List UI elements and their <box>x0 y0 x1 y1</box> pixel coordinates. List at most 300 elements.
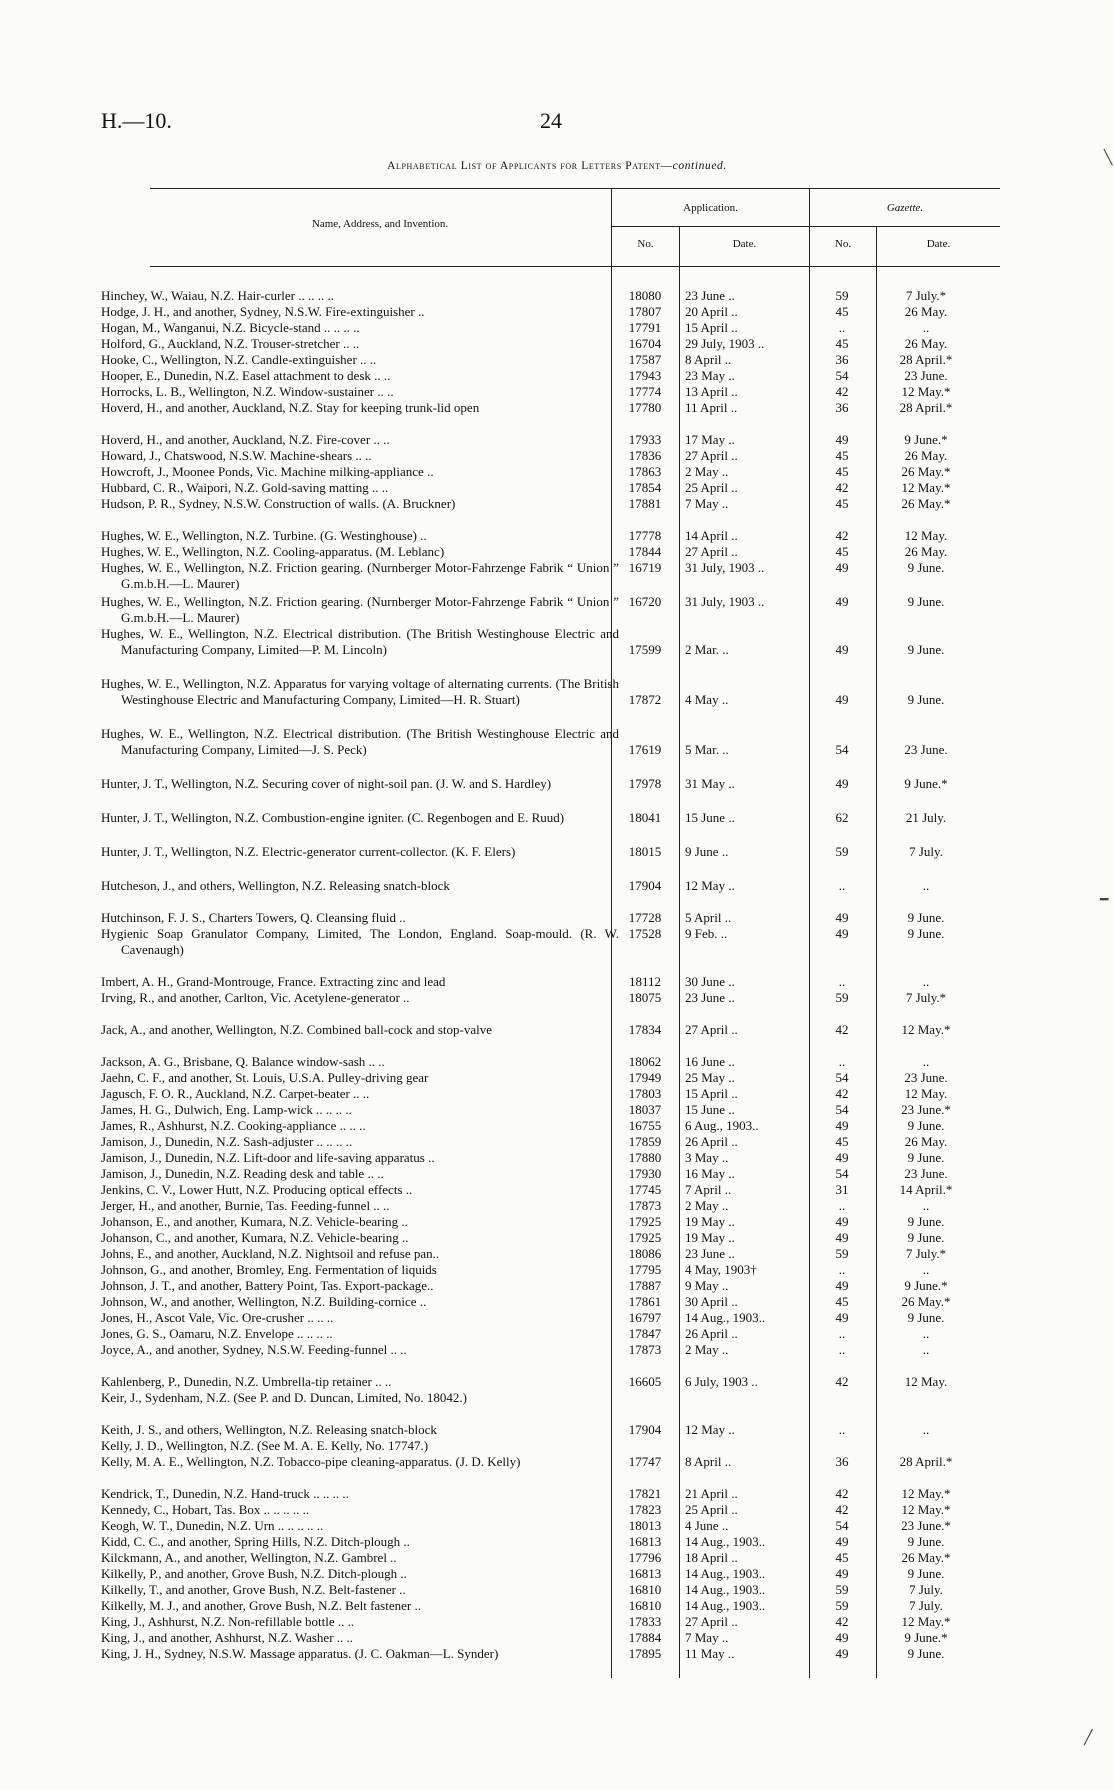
application-number: 17528 <box>628 926 662 941</box>
gazette-date: 28 April.* <box>899 352 953 367</box>
application-date: 31 July, 1903 .. <box>685 594 765 609</box>
gazette-date: 9 June. <box>907 560 945 575</box>
gazette-date: 9 June. <box>907 1150 945 1165</box>
gazette-number: 31 <box>835 1182 849 1197</box>
gazette-date: 26 May.* <box>901 496 951 511</box>
gazette-number: 45 <box>835 464 849 479</box>
gazette-date: 12 May.* <box>901 384 951 399</box>
applicant-name: Kilkelly, P., and another, Grove Bush, N.Z. Ditch-plough .. <box>101 1566 407 1581</box>
gazette-number: 42 <box>835 1502 849 1517</box>
column-header-app-no: No. <box>637 238 654 250</box>
applicant-name: Hygienic Soap Granulator Company, Limited, The London, England. Soap-mould. (R. W. Cavenaugh) <box>101 926 619 957</box>
gazette-number: 42 <box>835 384 849 399</box>
gazette-date: 7 July.* <box>905 990 947 1005</box>
gazette-date: 26 May. <box>904 544 948 559</box>
gazette-number: .. <box>838 320 846 335</box>
application-date: 25 April .. <box>685 480 738 495</box>
application-number: 17925 <box>628 1214 662 1229</box>
gazette-date: 28 April.* <box>899 1454 953 1469</box>
application-number: 18080 <box>628 288 662 303</box>
applicant-name: Joyce, A., and another, Sydney, N.S.W. Feeding-funnel .. .. <box>101 1342 407 1357</box>
applicant-name: Kennedy, C., Hobart, Tas. Box .. .. .. .. .. <box>101 1502 310 1517</box>
gazette-number: 49 <box>835 594 849 609</box>
application-number: 17863 <box>628 464 662 479</box>
applicant-name: Hooke, C., Wellington, N.Z. Candle-extinguisher .. .. <box>101 352 377 367</box>
applicant-name: Jagusch, F. O. R., Auckland, N.Z. Carpet-beater .. .. <box>101 1086 370 1101</box>
gazette-number: 54 <box>835 1518 849 1533</box>
gazette-number: .. <box>838 1054 846 1069</box>
gazette-date: 7 July. <box>909 1582 943 1597</box>
applicant-name: Hutcheson, J., and others, Wellington, N.Z. Releasing snatch-block <box>101 878 450 893</box>
application-date: 2 May .. <box>685 1198 729 1213</box>
application-date: 16 May .. <box>685 1166 735 1181</box>
gazette-date: 7 July. <box>909 844 943 859</box>
gazette-date: .. <box>922 974 930 989</box>
gazette-number: .. <box>838 1326 846 1341</box>
gazette-date: 23 June. <box>904 1166 948 1181</box>
application-date: 23 June .. <box>685 1246 735 1261</box>
applicant-name: Hooper, E., Dunedin, N.Z. Easel attachment to desk .. .. <box>101 368 391 383</box>
gazette-date: 9 June. <box>907 1646 945 1661</box>
applicant-name: Jamison, J., Dunedin, N.Z. Lift-door and life-saving apparatus .. <box>101 1150 435 1165</box>
application-date: 27 April .. <box>685 1614 738 1629</box>
gazette-number: 45 <box>835 1294 849 1309</box>
gazette-number: 49 <box>835 1310 849 1325</box>
application-number: 17854 <box>628 480 662 495</box>
gazette-number: 49 <box>835 926 849 941</box>
gazette-date: 9 June. <box>907 1534 945 1549</box>
application-number: 16810 <box>628 1598 662 1613</box>
applicant-name: Kelly, J. D., Wellington, N.Z. (See M. A. E. Kelly, No. 17747.) <box>101 1438 429 1453</box>
gazette-date: 28 April.* <box>899 400 953 415</box>
column-header-name: Name, Address, and Invention. <box>311 218 449 230</box>
gazette-number: 49 <box>835 432 849 447</box>
applicant-name: Kahlenberg, P., Dunedin, N.Z. Umbrella-tip retainer .. .. <box>101 1374 392 1389</box>
application-date: 26 April .. <box>685 1134 738 1149</box>
gazette-number: 45 <box>835 448 849 463</box>
application-date: 17 May .. <box>685 432 735 447</box>
gazette-number: .. <box>838 878 846 893</box>
application-date: 8 April .. <box>685 1454 732 1469</box>
gazette-number: 54 <box>835 368 849 383</box>
applicant-name: Jenkins, C. V., Lower Hutt, N.Z. Producing optical effects .. <box>101 1182 413 1197</box>
gazette-number: .. <box>838 1198 846 1213</box>
application-date: 27 April .. <box>685 1022 738 1037</box>
applicant-name: Johanson, E., and another, Kumara, N.Z. Vehicle-bearing .. <box>101 1214 408 1229</box>
gazette-date: .. <box>922 1326 930 1341</box>
application-date: 30 April .. <box>685 1294 738 1309</box>
application-number: 18112 <box>628 974 662 989</box>
edge-mark: ╱ <box>1084 1731 1093 1746</box>
application-date: 9 June .. <box>685 844 729 859</box>
gazette-number: 59 <box>835 990 849 1005</box>
gazette-number: 49 <box>835 776 849 791</box>
application-date: 19 May .. <box>685 1214 735 1229</box>
applicant-name: Hughes, W. E., Wellington, N.Z. Turbine. (G. Westinghouse) .. <box>101 528 427 543</box>
application-number: 17933 <box>628 432 662 447</box>
gazette-date: .. <box>922 1262 930 1277</box>
application-date: 31 July, 1903 .. <box>685 560 765 575</box>
gazette-date: 26 May. <box>904 1134 948 1149</box>
application-date: 5 Mar. .. <box>685 742 729 757</box>
gazette-number: 42 <box>835 1022 849 1037</box>
application-date: 4 June .. <box>685 1518 729 1533</box>
application-number: 17728 <box>628 910 662 925</box>
gazette-number: 42 <box>835 528 849 543</box>
column-header-gazette-no: No. <box>834 238 852 250</box>
application-number: 18041 <box>628 810 662 825</box>
gazette-number: 42 <box>835 1614 849 1629</box>
application-date: 15 April .. <box>685 320 738 335</box>
gazette-date: 26 May. <box>904 448 948 463</box>
applicant-name: Jerger, H., and another, Burnie, Tas. Feeding-funnel .. .. <box>101 1198 390 1213</box>
application-number: 17873 <box>628 1198 662 1213</box>
edge-mark: ╲ <box>1104 151 1113 166</box>
applicant-name: Kilkelly, M. J., and another, Grove Bush, N.Z. Belt fastener .. <box>101 1598 421 1613</box>
gazette-date: 9 June. <box>907 692 945 707</box>
applicant-name: Hogan, M., Wanganui, N.Z. Bicycle-stand .. .. .. .. <box>101 320 360 335</box>
gazette-date: 9 June. <box>907 594 945 609</box>
applicant-name: Hudson, P. R., Sydney, N.S.W. Construction of walls. (A. Bruckner) <box>101 496 456 511</box>
gazette-date: 7 July. <box>909 1598 943 1613</box>
application-number: 17795 <box>628 1262 662 1277</box>
application-date: 7 May .. <box>685 496 729 511</box>
gazette-date: 12 May.* <box>901 1502 951 1517</box>
gazette-date: 9 June. <box>907 1230 945 1245</box>
gazette-number: 45 <box>835 1134 849 1149</box>
gazette-date: 21 July. <box>905 810 947 825</box>
gazette-date: .. <box>922 1342 930 1357</box>
applicant-name: Kidd, C. C., and another, Spring Hills, N.Z. Ditch-plough .. <box>101 1534 410 1549</box>
applicant-name: Kilkelly, T., and another, Grove Bush, N.Z. Belt-fastener .. <box>101 1582 406 1597</box>
application-date: 18 April .. <box>685 1550 738 1565</box>
gazette-date: 9 June. <box>907 926 945 941</box>
application-number: 17904 <box>628 1422 662 1437</box>
gazette-date: .. <box>922 878 930 893</box>
gazette-number: 42 <box>835 480 849 495</box>
gazette-number: 45 <box>835 1550 849 1565</box>
application-number: 17745 <box>628 1182 662 1197</box>
gazette-date: 9 June. <box>907 642 945 657</box>
gazette-date: 23 June. <box>904 1070 948 1085</box>
applicant-name: Kelly, M. A. E., Wellington, N.Z. Tobacco-pipe cleaning-apparatus. (J. D. Kelly) <box>101 1454 521 1469</box>
applicant-name: Hughes, W. E., Wellington, N.Z. Cooling-apparatus. (M. Leblanc) <box>101 544 445 559</box>
application-date: 29 July, 1903 .. <box>685 336 765 351</box>
gazette-date: 12 May.* <box>901 1486 951 1501</box>
applicant-name: Keogh, W. T., Dunedin, N.Z. Urn .. .. .. .. .. <box>101 1518 324 1533</box>
application-number: 17803 <box>628 1086 662 1101</box>
application-date: 9 May .. <box>685 1278 729 1293</box>
application-date: 11 April .. <box>685 400 738 415</box>
application-date: 11 May .. <box>685 1646 735 1661</box>
application-number: 16810 <box>628 1582 662 1597</box>
application-date: 25 April .. <box>685 1502 738 1517</box>
applicant-name: Hughes, W. E., Wellington, N.Z. Friction gearing. (Nurnberger Motor-Fahrzenge Fabrik “ Union ” G.m.b.H.—L. Maurer) <box>101 560 619 591</box>
gazette-number: 59 <box>835 1582 849 1597</box>
application-number: 16797 <box>628 1310 662 1325</box>
application-date: 21 April .. <box>685 1486 738 1501</box>
application-number: 17747 <box>628 1454 662 1469</box>
applicant-name: Hunter, J. T., Wellington, N.Z. Electric-generator current-collector. (K. F. Elers) <box>101 844 516 859</box>
application-number: 16813 <box>628 1534 662 1549</box>
title-main: Alphabetical List of Applicants for Letters Patent— <box>387 160 673 172</box>
applicant-name: Jamison, J., Dunedin, N.Z. Reading desk and table .. .. <box>101 1166 384 1181</box>
application-date: 14 April .. <box>685 528 738 543</box>
application-date: 13 April .. <box>685 384 738 399</box>
gazette-date: 14 April.* <box>899 1182 953 1197</box>
gazette-date: 9 June.* <box>904 776 948 791</box>
application-number: 17949 <box>628 1070 662 1085</box>
gazette-number: 62 <box>835 810 849 825</box>
gazette-number: 36 <box>835 1454 849 1469</box>
applicant-name: Hughes, W. E., Wellington, N.Z. Friction gearing. (Nurnberger Motor-Fahrzenge Fabrik “ Union ” G.m.b.H.—L. Maurer) <box>101 594 619 625</box>
applicant-name: Jack, A., and another, Wellington, N.Z. Combined ball-cock and stop-valve <box>101 1022 492 1037</box>
gazette-date: 26 May. <box>904 336 948 351</box>
application-number: 17599 <box>628 642 662 657</box>
application-date: 14 Aug., 1903.. <box>685 1534 766 1549</box>
application-date: 2 May .. <box>685 464 729 479</box>
application-number: 16605 <box>628 1374 662 1389</box>
gazette-number: 49 <box>835 1230 849 1245</box>
application-number: 17844 <box>628 544 662 559</box>
applicant-name: Jones, G. S., Oamaru, N.Z. Envelope .. .. .. .. <box>101 1326 333 1341</box>
applicant-name: Johnson, W., and another, Wellington, N.Z. Building-cornice .. <box>101 1294 427 1309</box>
application-number: 17943 <box>628 368 662 383</box>
applicant-name: Kendrick, T., Dunedin, N.Z. Hand-truck .. .. .. .. <box>101 1486 349 1501</box>
application-number: 16755 <box>628 1118 662 1133</box>
gazette-date: 9 June. <box>907 910 945 925</box>
application-date: 14 Aug., 1903.. <box>685 1582 766 1597</box>
application-number: 17823 <box>628 1502 662 1517</box>
gazette-date: .. <box>922 320 930 335</box>
gazette-number: 42 <box>835 1086 849 1101</box>
application-date: 25 May .. <box>685 1070 735 1085</box>
application-date: 6 Aug., 1903.. <box>685 1118 759 1133</box>
application-number: 16719 <box>628 560 662 575</box>
gazette-number: .. <box>838 1262 846 1277</box>
application-date: 26 April .. <box>685 1326 738 1341</box>
application-date: 27 April .. <box>685 544 738 559</box>
application-date: 8 April .. <box>685 352 732 367</box>
gazette-number: 36 <box>835 352 849 367</box>
gazette-date: 12 May. <box>904 1374 948 1389</box>
gazette-number: 49 <box>835 1646 849 1661</box>
gazette-date: 23 June. <box>904 742 948 757</box>
column-header-gazette: Gazette. <box>886 202 924 214</box>
gazette-number: 54 <box>835 1102 849 1117</box>
application-number: 16813 <box>628 1566 662 1581</box>
gazette-date: .. <box>922 1422 930 1437</box>
gazette-date: 23 June. <box>904 368 948 383</box>
applicant-name: Hubbard, C. R., Waipori, N.Z. Gold-saving matting .. .. <box>101 480 389 495</box>
applicant-name: Johns, E., and another, Auckland, N.Z. Nightsoil and refuse pan.. <box>101 1246 440 1261</box>
gazette-number: 36 <box>835 400 849 415</box>
gazette-date: 26 May.* <box>901 464 951 479</box>
application-date: 7 May .. <box>685 1630 729 1645</box>
application-number: 16720 <box>628 594 662 609</box>
gazette-date: 12 May.* <box>901 480 951 495</box>
applicant-name: Hughes, W. E., Wellington, N.Z. Electrical distribution. (The British Westinghouse Electric and Manufacturing Company, Limited—P. M. Lincoln) <box>101 626 619 657</box>
gazette-number: 49 <box>835 1278 849 1293</box>
gazette-date: 9 June. <box>907 1566 945 1581</box>
application-number: 17778 <box>628 528 662 543</box>
applicant-name: Hutchinson, F. J. S., Charters Towers, Q. Cleansing fluid .. <box>101 910 406 925</box>
application-number: 18037 <box>628 1102 662 1117</box>
application-date: 2 Mar. .. <box>685 642 729 657</box>
gazette-date: 7 July.* <box>905 288 947 303</box>
applicant-name: Jamison, J., Dunedin, N.Z. Sash-adjuster .. .. .. .. <box>101 1134 353 1149</box>
gazette-date: 12 May. <box>904 1086 948 1101</box>
gazette-number: 45 <box>835 304 849 319</box>
gazette-date: 26 May. <box>904 304 948 319</box>
application-number: 17895 <box>628 1646 662 1661</box>
application-number: 17872 <box>628 692 662 707</box>
gazette-number: 49 <box>835 1214 849 1229</box>
application-number: 17834 <box>628 1022 662 1037</box>
gazette-date: 26 May.* <box>901 1294 951 1309</box>
applicant-name: King, J., and another, Ashhurst, N.Z. Washer .. .. <box>101 1630 354 1645</box>
applicant-name: James, H. G., Dulwich, Eng. Lamp-wick .. .. .. .. <box>101 1102 352 1117</box>
gazette-number: 49 <box>835 1150 849 1165</box>
application-date: 14 Aug., 1903.. <box>685 1310 766 1325</box>
application-number: 17904 <box>628 878 662 893</box>
application-number: 17884 <box>628 1630 662 1645</box>
applicant-name: Keir, J., Sydenham, N.Z. (See P. and D. Duncan, Limited, No. 18042.) <box>101 1390 467 1405</box>
application-date: 12 May .. <box>685 1422 735 1437</box>
applicant-name: Holford, G., Auckland, N.Z. Trouser-stretcher .. .. <box>101 336 360 351</box>
gazette-number: 45 <box>835 336 849 351</box>
application-date: 15 April .. <box>685 1086 738 1101</box>
page-number: 24 <box>540 108 562 133</box>
applicant-name: Howard, J., Chatswood, N.S.W. Machine-shears .. .. <box>101 448 372 463</box>
application-date: 16 June .. <box>685 1054 735 1069</box>
applicant-name: Kilckmann, A., and another, Wellington, N.Z. Gambrel .. <box>101 1550 397 1565</box>
application-number: 17780 <box>628 400 662 415</box>
applicant-name: Hoverd, H., and another, Auckland, N.Z. Stay for keeping trunk-lid open <box>101 400 480 415</box>
gazette-number: 59 <box>835 288 849 303</box>
gazette-number: 49 <box>835 1566 849 1581</box>
application-date: 14 Aug., 1903.. <box>685 1566 766 1581</box>
gazette-number: 42 <box>835 1374 849 1389</box>
applicant-name: Jones, H., Ascot Vale, Vic. Ore-crusher .. .. .. <box>101 1310 334 1325</box>
applicant-name: Hunter, J. T., Wellington, N.Z. Combustion-engine igniter. (C. Regenbogen and E. Ruud) <box>101 810 565 825</box>
applicant-name: Imbert, A. H., Grand-Montrouge, France. Extracting zinc and lead <box>101 974 446 989</box>
gazette-date: 9 June.* <box>904 1630 948 1645</box>
application-number: 17978 <box>628 776 662 791</box>
application-number: 17796 <box>628 1550 662 1565</box>
application-date: 14 Aug., 1903.. <box>685 1598 766 1613</box>
gazette-date: .. <box>922 1054 930 1069</box>
gazette-date: 23 June.* <box>901 1102 951 1117</box>
application-date: 30 June .. <box>685 974 735 989</box>
gazette-date: 26 May.* <box>901 1550 951 1565</box>
column-header-gazette-date: Date. <box>926 238 951 250</box>
gazette-date: 12 May.* <box>901 1022 951 1037</box>
applicant-name: Johnson, G., and another, Bromley, Eng. Fermentation of liquids <box>101 1262 437 1277</box>
column-header-application: Application. <box>683 202 738 214</box>
application-date: 15 June .. <box>685 1102 735 1117</box>
gazette-number: 49 <box>835 1118 849 1133</box>
application-number: 17836 <box>628 448 662 463</box>
application-date: 31 May .. <box>685 776 735 791</box>
gazette-date: 7 July.* <box>905 1246 947 1261</box>
gazette-number: 49 <box>835 642 849 657</box>
application-date: 2 May .. <box>685 1342 729 1357</box>
application-number: 17930 <box>628 1166 662 1181</box>
applicant-name: Irving, R., and another, Carlton, Vic. Acetylene-generator .. <box>101 990 410 1005</box>
applicant-name: Hoverd, H., and another, Auckland, N.Z. Fire-cover .. .. <box>101 432 390 447</box>
application-date: 3 May .. <box>685 1150 729 1165</box>
application-number: 18086 <box>628 1246 662 1261</box>
gazette-date: 9 June.* <box>904 432 948 447</box>
applicant-name: Hughes, W. E., Wellington, N.Z. Apparatus for varying voltage of alternating currents. (The British Westinghouse Electric and Manufacturing Company, Limited—H. R. Stuart) <box>101 676 619 707</box>
gazette-number: 49 <box>835 910 849 925</box>
gazette-number: .. <box>838 974 846 989</box>
gazette-number: 49 <box>835 560 849 575</box>
application-date: 15 June .. <box>685 810 735 825</box>
applicant-name: Howcroft, J., Moonee Ponds, Vic. Machine milking-appliance .. <box>101 464 434 479</box>
gazette-number: 49 <box>835 692 849 707</box>
application-date: 12 May .. <box>685 878 735 893</box>
application-date: 20 April .. <box>685 304 738 319</box>
gazette-date: 12 May. <box>904 528 948 543</box>
applicant-name: Horrocks, L. B., Wellington, N.Z. Window-sustainer .. .. <box>101 384 394 399</box>
application-date: 23 June .. <box>685 288 735 303</box>
applicant-name: Hodge, J. H., and another, Sydney, N.S.W. Fire-extinguisher .. <box>101 304 425 319</box>
gazette-number: 49 <box>835 1534 849 1549</box>
applicant-name: Johanson, C., and another, Kumara, N.Z. Vehicle-bearing .. <box>101 1230 409 1245</box>
application-number: 17774 <box>628 384 662 399</box>
gazette-date: 23 June.* <box>901 1518 951 1533</box>
applicant-name: King, J. H., Sydney, N.S.W. Massage apparatus. (J. C. Oakman—L. Synder) <box>101 1646 499 1661</box>
application-date: 5 April .. <box>685 910 732 925</box>
application-number: 17925 <box>628 1230 662 1245</box>
application-date: 6 July, 1903 .. <box>685 1374 758 1389</box>
application-number: 17859 <box>628 1134 662 1149</box>
applicant-name: Hunter, J. T., Wellington, N.Z. Securing cover of night-soil pan. (J. W. and S. Hardley) <box>101 776 552 791</box>
application-number: 17873 <box>628 1342 662 1357</box>
gazette-number: 59 <box>835 1598 849 1613</box>
gazette-date: 9 June.* <box>904 1278 948 1293</box>
gazette-date: .. <box>922 1198 930 1213</box>
application-number: 18062 <box>628 1054 662 1069</box>
application-number: 17833 <box>628 1614 662 1629</box>
application-date: 4 May .. <box>685 692 729 707</box>
gazette-number: 49 <box>835 1630 849 1645</box>
gazette-number: 45 <box>835 496 849 511</box>
gazette-date: 12 May.* <box>901 1614 951 1629</box>
application-number: 18075 <box>628 990 662 1005</box>
edge-mark: ━ <box>1100 893 1109 908</box>
gazette-number: 54 <box>835 1070 849 1085</box>
application-number: 17587 <box>628 352 662 367</box>
gazette-date: 9 June. <box>907 1310 945 1325</box>
application-date: 7 April .. <box>685 1182 732 1197</box>
applicant-name: Jaehn, C. F., and another, St. Louis, U.S.A. Pulley-driving gear <box>101 1070 429 1085</box>
applicant-name: James, R., Ashhurst, N.Z. Cooking-appliance .. .. .. <box>101 1118 366 1133</box>
application-date: 4 May, 1903† <box>685 1262 757 1277</box>
application-number: 17881 <box>628 496 662 511</box>
gazette-date: 9 June. <box>907 1214 945 1229</box>
application-date: 23 May .. <box>685 368 735 383</box>
application-number: 18013 <box>628 1518 662 1533</box>
applicant-name: King, J., Ashhurst, N.Z. Non-refillable bottle .. .. <box>101 1614 355 1629</box>
gazette-number: .. <box>838 1342 846 1357</box>
application-date: 9 Feb. .. <box>685 926 728 941</box>
application-number: 17887 <box>628 1278 662 1293</box>
application-number: 17791 <box>628 320 662 335</box>
applicant-name: Johnson, J. T., and another, Battery Point, Tas. Export-package.. <box>101 1278 434 1293</box>
